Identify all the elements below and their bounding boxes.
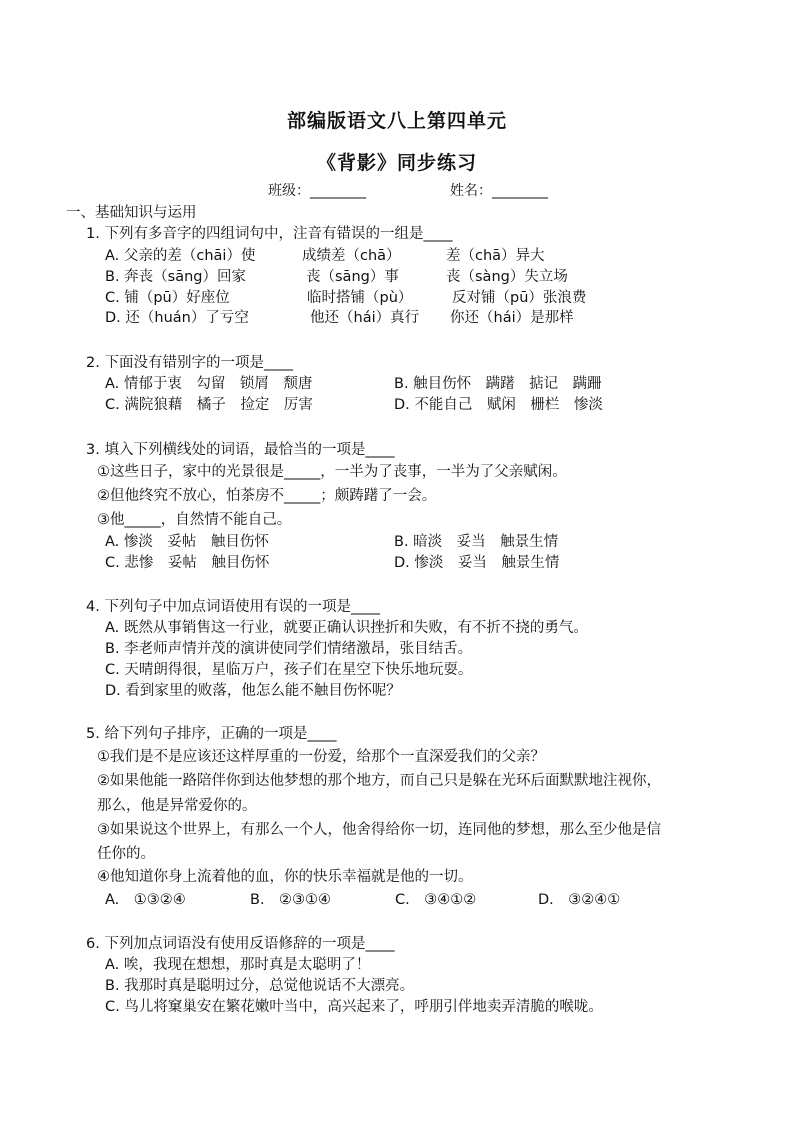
q1-option-a-2: 成绩差（chā） xyxy=(302,248,401,264)
question-1-stem: 1. 下列有多音字的四组词句中，注音有错误的一组是____ xyxy=(86,226,453,242)
q5-option-a: A. ①③②④ xyxy=(105,892,186,908)
q5-sentence-4: ④他知道你身上流着他的血，你的快乐幸福就是他的一切。 xyxy=(97,869,473,885)
q3-option-c: C. 悲惨 妥帖 触目伤怀 xyxy=(105,555,270,571)
q1-option-d-3: 你还（hái）是那样 xyxy=(450,310,574,326)
q2-option-c: C. 满院狼藉 橘子 捡定 厉害 xyxy=(105,397,313,413)
q4-option-b: B. 李老师声情并茂的演讲使同学们情绪激昂，张目结舌。 xyxy=(105,641,473,657)
q5-option-b: B. ②③①④ xyxy=(250,892,332,908)
q1-option-a-1: A. 父亲的差（chāi）使 xyxy=(105,248,256,264)
q4-option-d: D. 看到家里的败落，他怎么能不触目伤怀呢？ xyxy=(105,683,401,699)
q1-option-a-3: 差（chā）异大 xyxy=(446,248,545,264)
section-heading: 一、基础知识与运用 xyxy=(66,205,197,221)
q1-option-d-2: 他还（hái）真行 xyxy=(310,310,420,326)
q2-option-a: A. 情郁于衷 勾留 锁屑 颓唐 xyxy=(105,376,313,392)
q1-option-b-1: B. 奔丧（sāng）回家 xyxy=(105,269,246,285)
q5-option-d: D. ③②④① xyxy=(538,892,621,908)
q3-option-a: A. 惨淡 妥帖 触目伤怀 xyxy=(105,534,269,550)
q2-option-d: D. 不能自己 赋闲 栅栏 惨淡 xyxy=(394,397,603,413)
question-6-stem: 6. 下列加点词语没有使用反语修辞的一项是____ xyxy=(86,936,395,952)
q5-sentence-2-cont: 那么，他是异常爱你的。 xyxy=(97,798,257,814)
question-2-stem: 2. 下面没有错别字的一项是____ xyxy=(86,355,293,371)
q5-sentence-2: ②如果他能一路陪伴你到达他梦想的那个地方，而自己只是躲在光环后面默默地注视你， xyxy=(97,773,661,789)
q6-option-a: A. 唉，我现在想想，那时真是太聪明了！ xyxy=(105,957,371,973)
name-field: 姓名：________ xyxy=(450,183,548,199)
question-4-stem: 4. 下列句子中加点词语使用有误的一项是____ xyxy=(86,599,380,615)
class-field: 班级：________ xyxy=(268,183,366,199)
q4-option-a: A. 既然从事销售这一行业，就要正确认识挫折和失败，有不折不挠的勇气。 xyxy=(105,620,588,636)
q3-sentence-1: ①这些日子，家中的光景很是_____，一半为了丧事，一半为了父亲赋闲。 xyxy=(97,464,567,480)
document-subtitle: 《背影》同步练习 xyxy=(316,152,477,174)
q1-option-b-3: 丧（sàng）失立场 xyxy=(446,269,568,285)
q5-sentence-1: ①我们是不是应该还这样厚重的一份爱，给那个一直深爱我们的父亲？ xyxy=(97,749,545,765)
q6-option-b: B. 我那时真是聪明过分，总觉他说话不大漂亮。 xyxy=(105,978,415,994)
q5-sentence-3-cont: 任你的。 xyxy=(97,846,155,862)
q3-sentence-2: ②但他终究不放心，怕茶房不_____；颇踌躇了一会。 xyxy=(97,488,437,504)
q4-option-c: C. 天晴朗得很，星临万户，孩子们在星空下快乐地玩耍。 xyxy=(105,662,473,678)
q1-option-c-1: C. 铺（pū）好座位 xyxy=(105,290,230,306)
q1-option-c-2: 临时搭铺（pù） xyxy=(307,290,413,306)
question-5-stem: 5. 给下列句子排序，正确的一项是____ xyxy=(86,726,337,742)
q1-option-d-1: D. 还（huán）了亏空 xyxy=(105,310,249,326)
q3-sentence-3: ③他_____，自然情不能自己。 xyxy=(97,512,292,528)
q1-option-b-2: 丧（sāng）事 xyxy=(306,269,399,285)
q1-option-c-3: 反对铺（pū）张浪费 xyxy=(452,290,587,306)
document-title: 部编版语文八上第四单元 xyxy=(286,110,507,132)
q3-option-d: D. 惨淡 妥当 触景生情 xyxy=(394,555,560,571)
q5-sentence-3: ③如果说这个世界上，有那么一个人，他舍得给你一切，连同他的梦想，那么至少他是信 xyxy=(97,822,661,838)
q5-option-c: C. ③④①② xyxy=(395,892,477,908)
q2-option-b: B. 触目伤怀 蹒躇 掂记 蹒跚 xyxy=(394,376,602,392)
q3-option-b: B. 暗淡 妥当 触景生情 xyxy=(394,534,559,550)
question-3-stem: 3. 填入下列横线处的词语，最恰当的一项是____ xyxy=(86,442,395,458)
q6-option-c: C. 鸟儿将窠巢安在繁花嫩叶当中，高兴起来了，呼朋引伴地卖弄清脆的喉咙。 xyxy=(105,999,603,1015)
